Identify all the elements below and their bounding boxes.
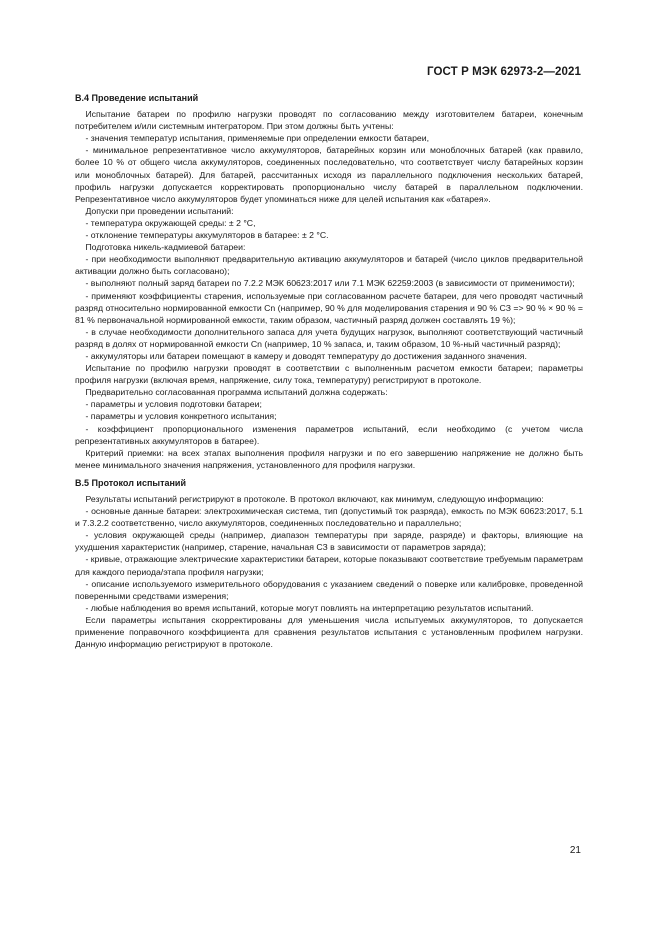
paragraph: - значения температур испытания, применяемые при определении емкости батареи, [85,133,430,144]
paragraph: Подготовка никель-кадмиевой батареи: [85,242,246,253]
paragraph: - применяют коэффициенты старения, используемые при согласованном расчете батареи, для чего проводят частичный разряд относительно нормированной емкости Cn (например, 90 % для моделирования старения и 90 % СЗ => 90 % × 90 % = 81 % первоначальной нормированной емкости, таким образом, частичный разряд должен составлять 19 %); [75,290,583,325]
paragraph: - температура окружающей среды: ± 2 °С, [85,217,256,228]
paragraph: - параметры и условия конкретного испытания; [85,411,277,422]
paragraph: - любые наблюдения во время испытаний, которые могут повлиять на интерпретацию результатов испытаний. [85,602,534,613]
page-header: ГОСТ Р МЭК 62973-2—2021 [427,66,581,78]
page-number: 21 [569,845,581,856]
paragraph: - аккумуляторы или батареи помещают в камеру и доводят температуру до достижения заданного значения. [85,350,527,361]
paragraph: - отклонение температуры аккумуляторов в батарее: ± 2 °С. [85,230,329,241]
paragraph: - условия окружающей среды (например, диапазон температуры при заряде, разряде) и факторы, влияющие на ухудшения характеристик (например, старение, начальная СЗ в зависимости от параметров заряда); [75,530,583,553]
paragraph: Результаты испытаний регистрируют в протоколе. В протокол включают, как минимум, следующую информацию: [85,494,544,504]
paragraph: - выполняют полный заряд батареи по 7.2.2 МЭК 60623:2017 или 7.1 МЭК 62259:2003 (в зависимости от применимости); [85,278,575,289]
paragraph: - при необходимости выполняют предварительную активацию аккумуляторов и батарей (число циклов предварительной активации должно быть согласовано); [75,254,583,277]
paragraph: - основные данные батареи: электрохимическая система, тип (допустимый ток разряда), емкость по МЭК 60623:2017, 5.1 и 7.3.2.2 соответственно, число аккумуляторов, соединенных последовательно и параллельно; [75,506,583,529]
paragraph: - коэффициент пропорционального изменения параметров испытаний, если необходимо (с учетом числа репрезентативных аккумуляторов в батарее). [75,423,583,446]
paragraph: Допуски при проведении испытаний: [85,205,234,216]
paragraph: Испытание батареи по профилю нагрузки проводят по согласованию между изготовителем батареи, конечным потребителем и/или системным интегратором. При этом должны быть учтены: [75,109,583,132]
paragraph: Если параметры испытания скорректированы для уменьшения числа испытуемых аккумуляторов, то допускается применение поправочного коэффициента для сравнения результатов испытания с установленным профилем нагрузки. Данную информацию регистрируют в протоколе. [75,614,583,650]
paragraph: - минимальное репрезентативное число аккумуляторов, батарейных корзин или моноблочных батарей (как правило, более 10 % от общего числа аккумуляторов, соединенных последовательно, что соответствует числу батарейных корзин или моноблочных батарей). Для батарей, рассчитанных исходя из параллельного подключения нескольких батарей, профиль нагрузки допускается корректировать пропорционально числу батарей в параллельном подключении. Репрезентативное число аккумуляторов будет упоминаться ниже для целей испытания как «батарея». [75,145,583,204]
paragraph: Испытание по профилю нагрузки проводят в соответствии с выполненным расчетом емкости батареи; параметры профиля нагрузки (включая время, напряжение, силу тока, температуру) регистрируют в протоколе. [75,363,583,386]
section-b4-body [75,108,583,471]
section-heading-b5: В.5 Протокол испытаний [75,477,186,488]
paragraph: Критерий приемки: на всех этапах выполнения профиля нагрузки и по его завершению напряжение не должно быть менее минимального значения напряжения, установленного для профиля нагрузки. [75,447,583,470]
document-body [75,92,583,650]
paragraph: - кривые, отражающие электрические характеристики батареи, которые показывают соответствие требуемым параметрам для каждого периода/этапа профиля нагрузки; [75,554,583,577]
paragraph: Предварительно согласованная программа испытаний должна содержать: [85,387,388,398]
paragraph: - описание используемого измерительного оборудования с указанием сведений о поверке или калибровке, проведенной поверенными средствами измерения; [75,578,583,601]
section-heading-b4: В.4 Проведение испытаний [75,93,199,103]
paragraph: - параметры и условия подготовки батареи; [85,399,262,410]
section-b5-body [75,493,583,650]
paragraph: - в случае необходимости дополнительного запаса для учета будущих нагрузок, выполняют соответствующий частичный разряд в долях от нормированной емкости Cn (например, 10 % запаса, и, таким образом, 10 %-ный частичный разряд); [75,326,583,349]
